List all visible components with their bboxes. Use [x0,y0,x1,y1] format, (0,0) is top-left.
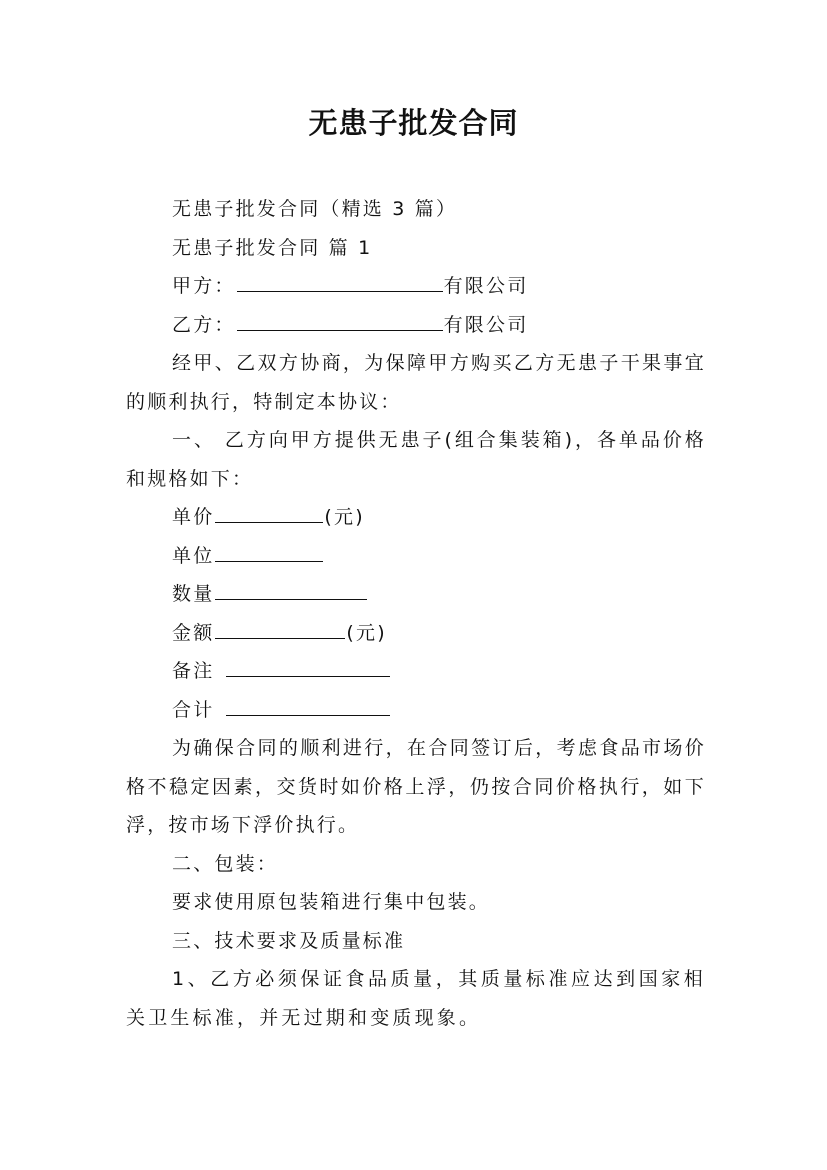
total-label: 合计 [172,698,215,721]
note-blank [226,654,390,677]
price-blank [215,500,323,523]
price-line [126,498,706,537]
quantity-line [126,575,706,614]
quantity-label: 数量 [172,583,215,605]
party-b-blank [237,308,443,331]
amount-unit: (元) [346,621,387,644]
amount-blank [215,616,345,639]
party-b-line [126,306,706,345]
clause-3-item-1: 1、乙方必须保证食品质量，其质量标准应达到国家相关卫生标准，并无过期和变质现象。 [126,968,706,1029]
price-label: 单价 [172,506,215,528]
section-heading: 无患子批发合同 篇 1 [172,236,373,259]
unit-label: 单位 [172,544,215,567]
subtitle: 无患子批发合同（精选 3 篇） [172,198,458,220]
party-a-line [126,267,706,306]
clause-1-paragraph: 一、 乙方向甲方提供无患子(组合集装箱)，各单品价格和规格如下： [126,429,706,490]
note-label: 备注 [172,660,215,682]
unit-line [126,537,706,576]
total-blank [226,693,390,716]
party-a-blank [237,269,443,292]
document-body [126,190,706,1037]
total-line [126,691,706,730]
quantity-blank [215,577,367,600]
party-b-label: 乙方： [172,313,236,336]
note-line [126,652,706,691]
party-b-suffix: 有限公司 [443,313,529,336]
party-a-suffix: 有限公司 [443,275,529,297]
intro-paragraph: 经甲、乙双方协商，为保障甲方购买乙方无患子干果事宜的顺利执行，特制定本协议： [126,352,706,413]
amount-line [126,614,706,653]
unit-blank [215,539,323,562]
price-unit: (元) [324,506,365,528]
price-adjustment-paragraph: 为确保合同的顺利进行，在合同签订后，考虑食品市场价格不稳定因素，交货时如价格上浮，仍按合同价格执行，如下浮，按市场下浮价执行。 [126,737,706,836]
clause-3-heading: 三、技术要求及质量标准 [172,929,406,952]
clause-2-heading: 二、包装： [172,852,279,875]
clause-2-text: 要求使用原包装箱进行集中包装。 [172,891,491,913]
document-title: 无患子批发合同 [308,106,519,140]
party-a-label: 甲方： [172,275,236,297]
amount-label: 金额 [172,621,215,644]
